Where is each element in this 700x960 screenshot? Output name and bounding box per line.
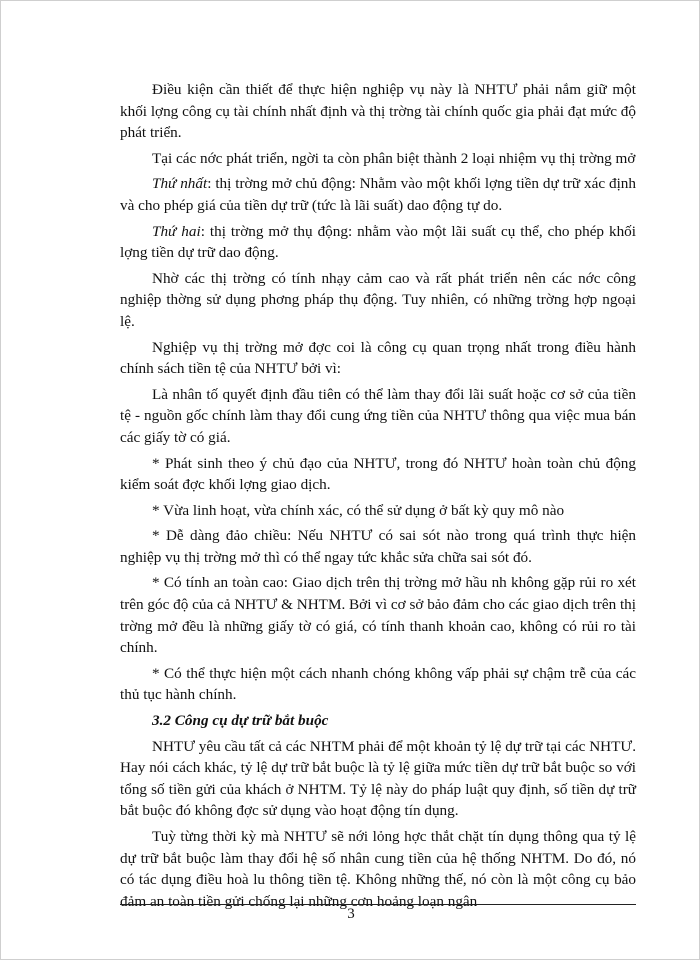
bullet-paragraph: * Có tính an toàn cao: Giao dịch trên thị trờng mở hầu nh không gặp rủi ro xét trên góc độ của cả NHTƯ & NHTM. Bởi vì cơ sở bảo đảm cho các giao dịch trên thị trờng mở đều là những giấy tờ có giá, có tính thanh khoản cao, không có rủi ro tài chính. (120, 574, 636, 657)
paragraph: Tại các nớc phát triển, ngời ta còn phân biệt thành 2 loại nhiệm vụ thị trờng mở (152, 149, 636, 167)
paragraph (120, 221, 636, 264)
bullet-paragraph: * Phát sinh theo ý chủ đạo của NHTƯ, trong đó NHTƯ hoàn toàn chủ động kiểm soát đợc khối lợng giao dịch. (120, 454, 636, 494)
paragraph-lead: Thứ hai (152, 222, 201, 240)
paragraph-body: : thị trờng mở chủ động: Nhằm vào một khối lợng tiền dự trữ xác định và cho phép giá của tiền dự trữ (tức là lãi suất) dao động tự do. (120, 175, 636, 214)
footer-divider (120, 904, 636, 905)
section-heading: 3.2 Công cụ dự trữ bắt buộc (152, 712, 329, 730)
paragraph (120, 173, 636, 216)
paragraph-body: : thị trờng mở thụ động: nhằm vào một lãi suất cụ thể, cho phép khối lợng tiền dự trữ dao động. (120, 222, 636, 262)
page-number: 3 (347, 906, 355, 922)
bullet-paragraph: * Có thể thực hiện một cách nhanh chóng không vấp phải sự chậm trễ của các thủ tục hành chính. (120, 664, 636, 704)
paragraph: NHTƯ yêu cầu tất cả các NHTM phải để một khoản tỷ lệ dự trữ tại các NHTƯ. Hay nói cách khác, tỷ lệ dự trữ bắt buộc là tỷ lệ giữa mức tiền dự trữ bắt buộc so với tổng số tiền gửi của khách ở NHTM. Tỷ lệ này do pháp luật quy định, số tiền dự trữ bắt buộc đó không đợc sử dụng vào hoạt động tín dụng. (120, 737, 636, 820)
paragraph: Là nhân tố quyết định đầu tiên có thể làm thay đổi lãi suất hoặc cơ sở của tiền tệ - nguồn gốc chính làm thay đổi cung ứng tiền của NHTƯ thông qua việc mua bán các giấy tờ có giá. (120, 385, 636, 446)
paragraph: Nghiệp vụ thị trờng mở đợc coi là công cụ quan trọng nhất trong điều hành chính sách tiền tệ của NHTƯ bởi vì: (120, 338, 636, 378)
paragraph: Điều kiện cần thiết để thực hiện nghiệp vụ này là NHTƯ phải nắm giữ một khối lợng công cụ tài chính nhất định và thị trờng tài chính quốc gia phải đạt mức độ phát triển. (120, 81, 636, 142)
bullet-paragraph: * Vừa linh hoạt, vừa chính xác, có thể sử dụng ở bất kỳ quy mô nào (152, 501, 565, 519)
paragraph-lead: Thứ nhất (152, 175, 208, 193)
paragraph: Nhờ các thị trờng có tính nhạy cảm cao và rất phát triển nên các nớc công nghiệp thờng sử dụng phơng pháp thụ động. Tuy nhiên, có những trờng hợp ngoại lệ. (120, 269, 636, 330)
bullet-paragraph: * Dễ dàng đảo chiều: Nếu NHTƯ có sai sót nào trong quá trình thực hiện nghiệp vụ thị trờng mở thì có thể ngay tức khắc sửa chữa sai sót đó. (120, 527, 636, 566)
body-text (120, 79, 636, 916)
paragraph: Tuỳ từng thời kỳ mà NHTƯ sẽ nới lỏng hợc thắt chặt tín dụng thông qua tỷ lệ dự trữ bắt buộc làm thay đổi hệ số nhân cung tiền của hệ thống NHTM. Do đó, nó có tác dụng điều hoà lu thông tiền tệ. Không những thế, nó còn là một công cụ bảo đảm an toàn tiền gửi chống lại những cơn hoảng loạn ngân (120, 828, 636, 910)
